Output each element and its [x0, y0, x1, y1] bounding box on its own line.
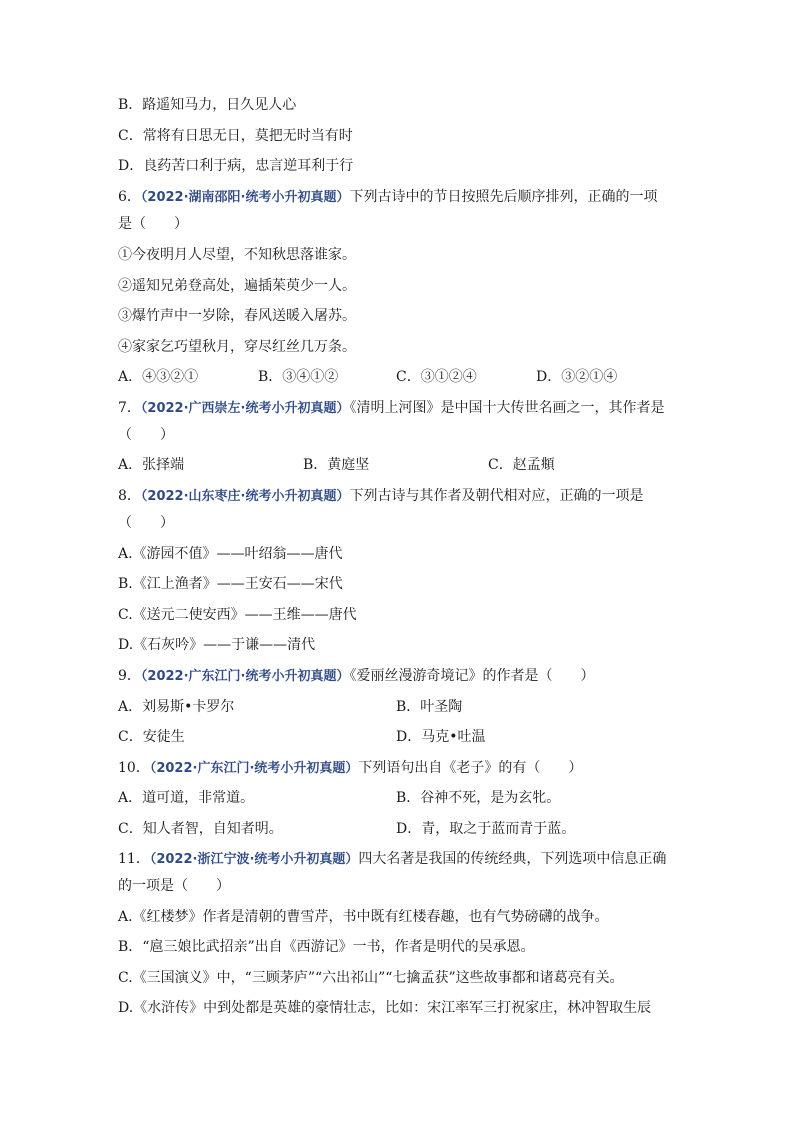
q9-options-row1 [118, 697, 678, 717]
q8-option-a: A.《游园不值》——叶绍翁——唐代 [118, 546, 343, 562]
q6-item-1: ①今夜明月人尽望，不知秋思落谁家。 [118, 247, 356, 263]
q10-options-row1 [118, 788, 678, 808]
q6-option-b: B．③④①② [258, 369, 339, 385]
q10-option-b: B．谷神不死，是为玄牝。 [396, 790, 561, 806]
q8-stem-text: 下列古诗与其作者及朝代相对应，正确的一项是 [349, 488, 644, 504]
q6-number: 6． [118, 189, 141, 205]
q7-source: （2022·广西崇左·统考小升初真题） [140, 401, 350, 416]
q6-stem-text: 下列古诗中的节日按照先后顺序排列，正确的一项 [349, 189, 658, 205]
q9-number: 9． [118, 668, 141, 684]
q10-options-row2 [118, 819, 678, 839]
q11-stem [118, 849, 678, 870]
q7-option-b: B．黄庭坚 [303, 457, 370, 473]
q9-option-d: D．马克•吐温 [396, 729, 486, 745]
q6-options [118, 367, 678, 387]
q7-stem-cont: （ ） [118, 427, 174, 443]
q8-stem [118, 486, 678, 507]
q11-stem-text: 四大名著是我国的传统经典，下列选项中信息正确 [358, 851, 667, 867]
q10-number: 10． [118, 760, 150, 776]
q7-option-c: C．赵孟頫 [488, 457, 555, 473]
q11-option-d: D.《水浒传》中到处都是英雄的豪情壮志，比如：宋江率军三打祝家庄，林冲智取生辰 [118, 1000, 652, 1016]
q9-option-b: B．叶圣陶 [396, 699, 463, 715]
q7-number: 7． [118, 400, 141, 416]
q10-source: （2022·广东江门·统考小升初真题） [149, 761, 359, 776]
q7-options [118, 455, 678, 475]
q10-stem-text: 下列语句出自《老子》的有（ ） [358, 760, 583, 776]
q6-item-3: ③爆竹声中一岁除，春风送暖入屠苏。 [118, 308, 356, 324]
q10-option-a: A．道可道，非常道。 [118, 790, 255, 806]
q9-option-a: A．刘易斯•卡罗尔 [118, 699, 235, 715]
q6-source: （2022·湖南邵阳·统考小升初真题） [140, 190, 350, 205]
q10-option-d: D．青，取之于蓝而青于蓝。 [396, 821, 576, 837]
q6-stem [118, 187, 678, 208]
q6-option-a: A．④③②① [118, 369, 199, 385]
q8-source: （2022·山东枣庄·统考小升初真题） [140, 489, 350, 504]
q11-stem-cont: 的一项是（ ） [118, 878, 230, 894]
q6-stem-cont: 是（ ） [118, 216, 188, 232]
q9-stem-text: 《爱丽丝漫游奇境记》的作者是（ ） [349, 668, 595, 684]
q11-option-a: A.《红楼梦》作者是清朝的曹雪芹，书中既有红楼春趣，也有气势磅礴的战争。 [118, 909, 609, 925]
q6-item-2: ②遥知兄弟登高处，遍插茱萸少一人。 [118, 278, 356, 294]
q7-stem [118, 398, 678, 419]
q9-stem [118, 666, 678, 687]
q9-option-c: C．安徒生 [118, 729, 185, 745]
q7-option-a: A．张择端 [118, 457, 185, 473]
q8-option-d: D.《石灰吟》——于谦——清代 [118, 637, 316, 653]
q8-stem-cont: （ ） [118, 515, 174, 531]
q9-source: （2022·广东江门·统考小升初真题） [140, 669, 350, 684]
q11-number: 11． [118, 851, 150, 867]
q8-number: 8． [118, 488, 141, 504]
q10-option-c: C．知人者智，自知者明。 [118, 821, 283, 837]
q11-option-c: C.《三国演义》中，“三顾茅庐”“六出祁山”“七擒孟获”这些故事都和诸葛亮有关。 [118, 970, 624, 986]
q11-source: （2022·浙江宁波·统考小升初真题） [149, 852, 359, 867]
q8-option-b: B.《江上渔者》——王安石——宋代 [118, 576, 343, 592]
q6-option-c: C．③①②④ [396, 369, 477, 385]
q5-option-c: C．常将有日思无日，莫把无时当有时 [118, 128, 353, 144]
q5-option-b: B．路遥知马力，日久见人心 [118, 97, 297, 113]
q10-stem [118, 758, 678, 779]
q11-option-b: B．“扈三娘比武招亲”出自《西游记》一书，作者是明代的吴承恩。 [118, 939, 535, 955]
q6-option-d: D．③②①④ [536, 369, 618, 385]
q8-option-c: C.《送元二使安西》——王维——唐代 [118, 607, 357, 623]
q9-options-row2 [118, 727, 678, 747]
q6-item-4: ④家家乞巧望秋月，穿尽红丝几万条。 [118, 339, 356, 355]
q5-option-d: D．良药苦口利于病，忠言逆耳利于行 [118, 158, 354, 174]
q7-stem-text: 《清明上河图》是中国十大传世名画之一，其作者是 [349, 400, 665, 416]
